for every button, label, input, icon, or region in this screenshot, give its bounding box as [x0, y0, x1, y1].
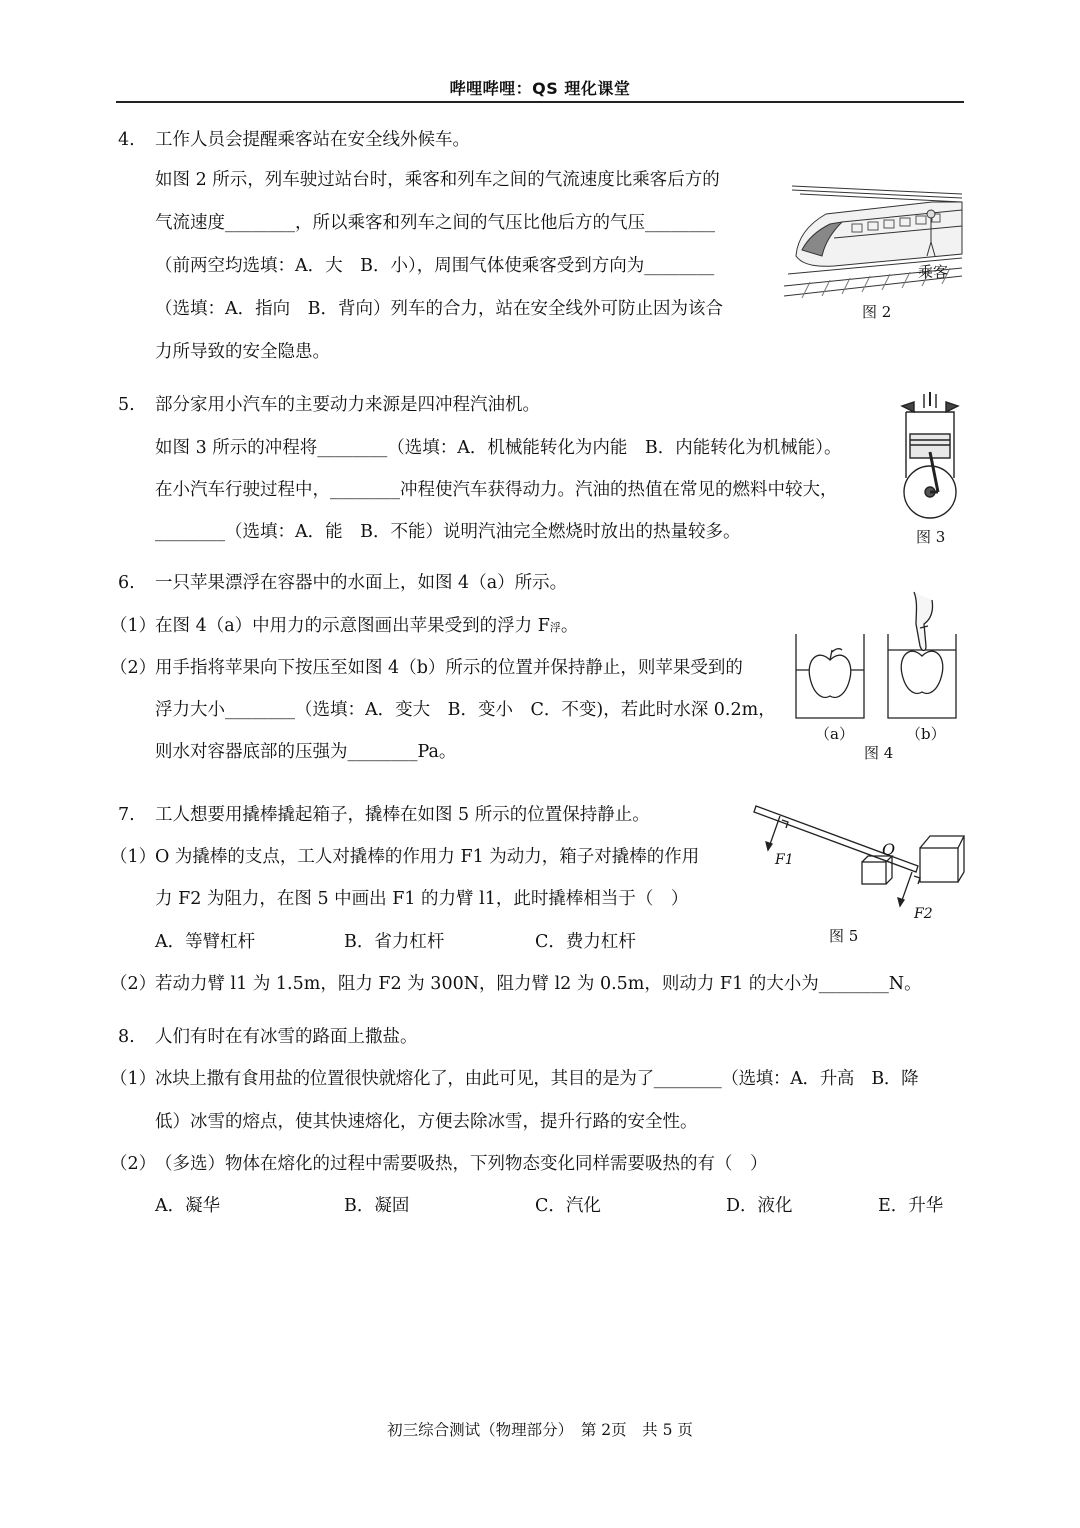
q8-sub1-line-1: 冰块上撒有食用盐的位置很快就熔化了，由此可见，其目的是为了________（选填：A．升高 B．降 [155, 1069, 919, 1089]
q8-option-e: E．升华 [878, 1196, 944, 1216]
q6-sub2-line-2: 浮力大小________（选填：A．变大 B．变小 C．不变)，若此时水深 0.2m， [155, 700, 776, 720]
q8-sub2-number: （2） [110, 1154, 157, 1174]
q6-sub1-text [155, 614, 578, 640]
figure-2-caption: 图 2 [862, 303, 892, 321]
figure-4-caption: 图 4 [864, 744, 894, 762]
figure-4b-pressed-apple [886, 590, 958, 722]
figure-3-caption: 图 3 [916, 528, 946, 546]
q7-line-1: 工人想要用撬棒撬起箱子，撬棒在如图 5 所示的位置保持静止。 [155, 805, 650, 825]
q5-number: 5. [118, 395, 135, 415]
q6-sub1-number: （1） [110, 616, 157, 636]
q6-sub1-subscript: 浮 [549, 621, 561, 634]
q8-sub1-line-2: 低）冰雪的熔点，使其快速熔化，方便去除冰雪，提升行路的安全性。 [155, 1112, 698, 1132]
figure-2-train-illustration [782, 180, 964, 302]
q7-number: 7. [118, 805, 135, 825]
figure-5-f1-label: F1 [775, 852, 794, 868]
q7-option-a: A．等臂杠杆 [155, 932, 256, 952]
q8-number: 8. [118, 1027, 135, 1047]
header-rule [116, 101, 964, 103]
q8-option-c: C．汽化 [535, 1196, 601, 1216]
figure-5-fulcrum-label: O [882, 840, 896, 859]
figure-4a-label: （a） [815, 725, 854, 743]
q6-sub2-line-1: 用手指将苹果向下按压至如图 4（b）所示的位置并保持静止，则苹果受到的 [155, 658, 743, 678]
q8-option-a: A．凝华 [155, 1196, 221, 1216]
q6-sub2-number: （2） [110, 658, 157, 678]
q7-sub1-line-2: 力 F2 为阻力，在图 5 中画出 F1 的力臂 l1，此时撬棒相当于（ ） [155, 889, 689, 909]
figure-2-passenger-label: 乘客 [918, 263, 949, 281]
q7-sub2-number: （2） [110, 974, 157, 994]
q4-line-3: 气流速度________，所以乘客和列车之间的气压比他后方的气压________ [155, 213, 715, 233]
q5-line-2: 如图 3 所示的冲程将________（选填：A．机械能转化为内能 B．内能转化为机械能）。 [155, 438, 842, 458]
figure-5-caption: 图 5 [829, 927, 859, 945]
figure-4b-label: （b） [906, 725, 946, 743]
q5-line-1: 部分家用小汽车的主要动力来源是四冲程汽油机。 [155, 395, 540, 415]
q4-line-1: 工作人员会提醒乘客站在安全线外候车。 [155, 130, 470, 150]
q5-line-4: ________（选填：A．能 B．不能）说明汽油完全燃烧时放出的热量较多。 [155, 522, 741, 542]
q6-line-1: 一只苹果漂浮在容器中的水面上，如图 4（a）所示。 [155, 573, 568, 593]
q4-line-6: 力所导致的安全隐患。 [155, 342, 330, 362]
figure-4a-floating-apple [794, 630, 866, 722]
q4-line-5: （选填：A．指向 B．背向）列车的合力，站在安全线外可防止因为该合 [155, 299, 723, 319]
q7-sub1-line-1: O 为撬棒的支点，工人对撬棒的作用力 F1 为动力，箱子对撬棒的作用 [155, 847, 700, 867]
q5-line-3: 在小汽车行驶过程中，________冲程使汽车获得动力。汽油的热值在常见的燃料中较大， [155, 480, 838, 500]
q4-line-2: 如图 2 所示，列车驶过站台时，乘客和列车之间的气流速度比乘客后方的 [155, 170, 720, 190]
q8-option-d: D．液化 [726, 1196, 793, 1216]
q6-number: 6. [118, 573, 135, 593]
q8-option-b: B．凝固 [344, 1196, 410, 1216]
q7-option-c: C．费力杠杆 [535, 932, 636, 952]
figure-3-engine-cylinder [892, 392, 968, 524]
q4-number: 4. [118, 130, 135, 150]
q6-sub2-line-3: 则水对容器底部的压强为________Pa。 [155, 742, 457, 762]
q7-sub2-line: 若动力臂 l1 为 1.5m，阻力 F2 为 300N，阻力臂 l2 为 0.5m，则动力 F1 的大小为________N。 [155, 974, 922, 994]
q7-option-b: B．省力杠杆 [344, 932, 445, 952]
page-header: 哔哩哔哩：QS 理化课堂 [449, 79, 631, 98]
q8-line-1: 人们有时在有冰雪的路面上撒盐。 [155, 1027, 418, 1047]
q8-sub2-line: （多选）物体在熔化的过程中需要吸热，下列物态变化同样需要吸热的有（ ） [155, 1154, 768, 1174]
q4-line-4: （前两空均选填：A．大 B．小），周围气体使乘客受到方向为________ [155, 256, 715, 276]
q8-sub1-number: （1） [110, 1069, 157, 1089]
page-footer: 初三综合测试（物理部分） 第 2页 共 5 页 [387, 1421, 693, 1439]
figure-5-f2-label: F2 [914, 906, 933, 922]
q7-sub1-number: （1） [110, 847, 157, 867]
q6-sub1-end: 。 [560, 616, 579, 636]
q6-sub1-main: 在图 4（a）中用力的示意图画出苹果受到的浮力 F [155, 616, 550, 636]
